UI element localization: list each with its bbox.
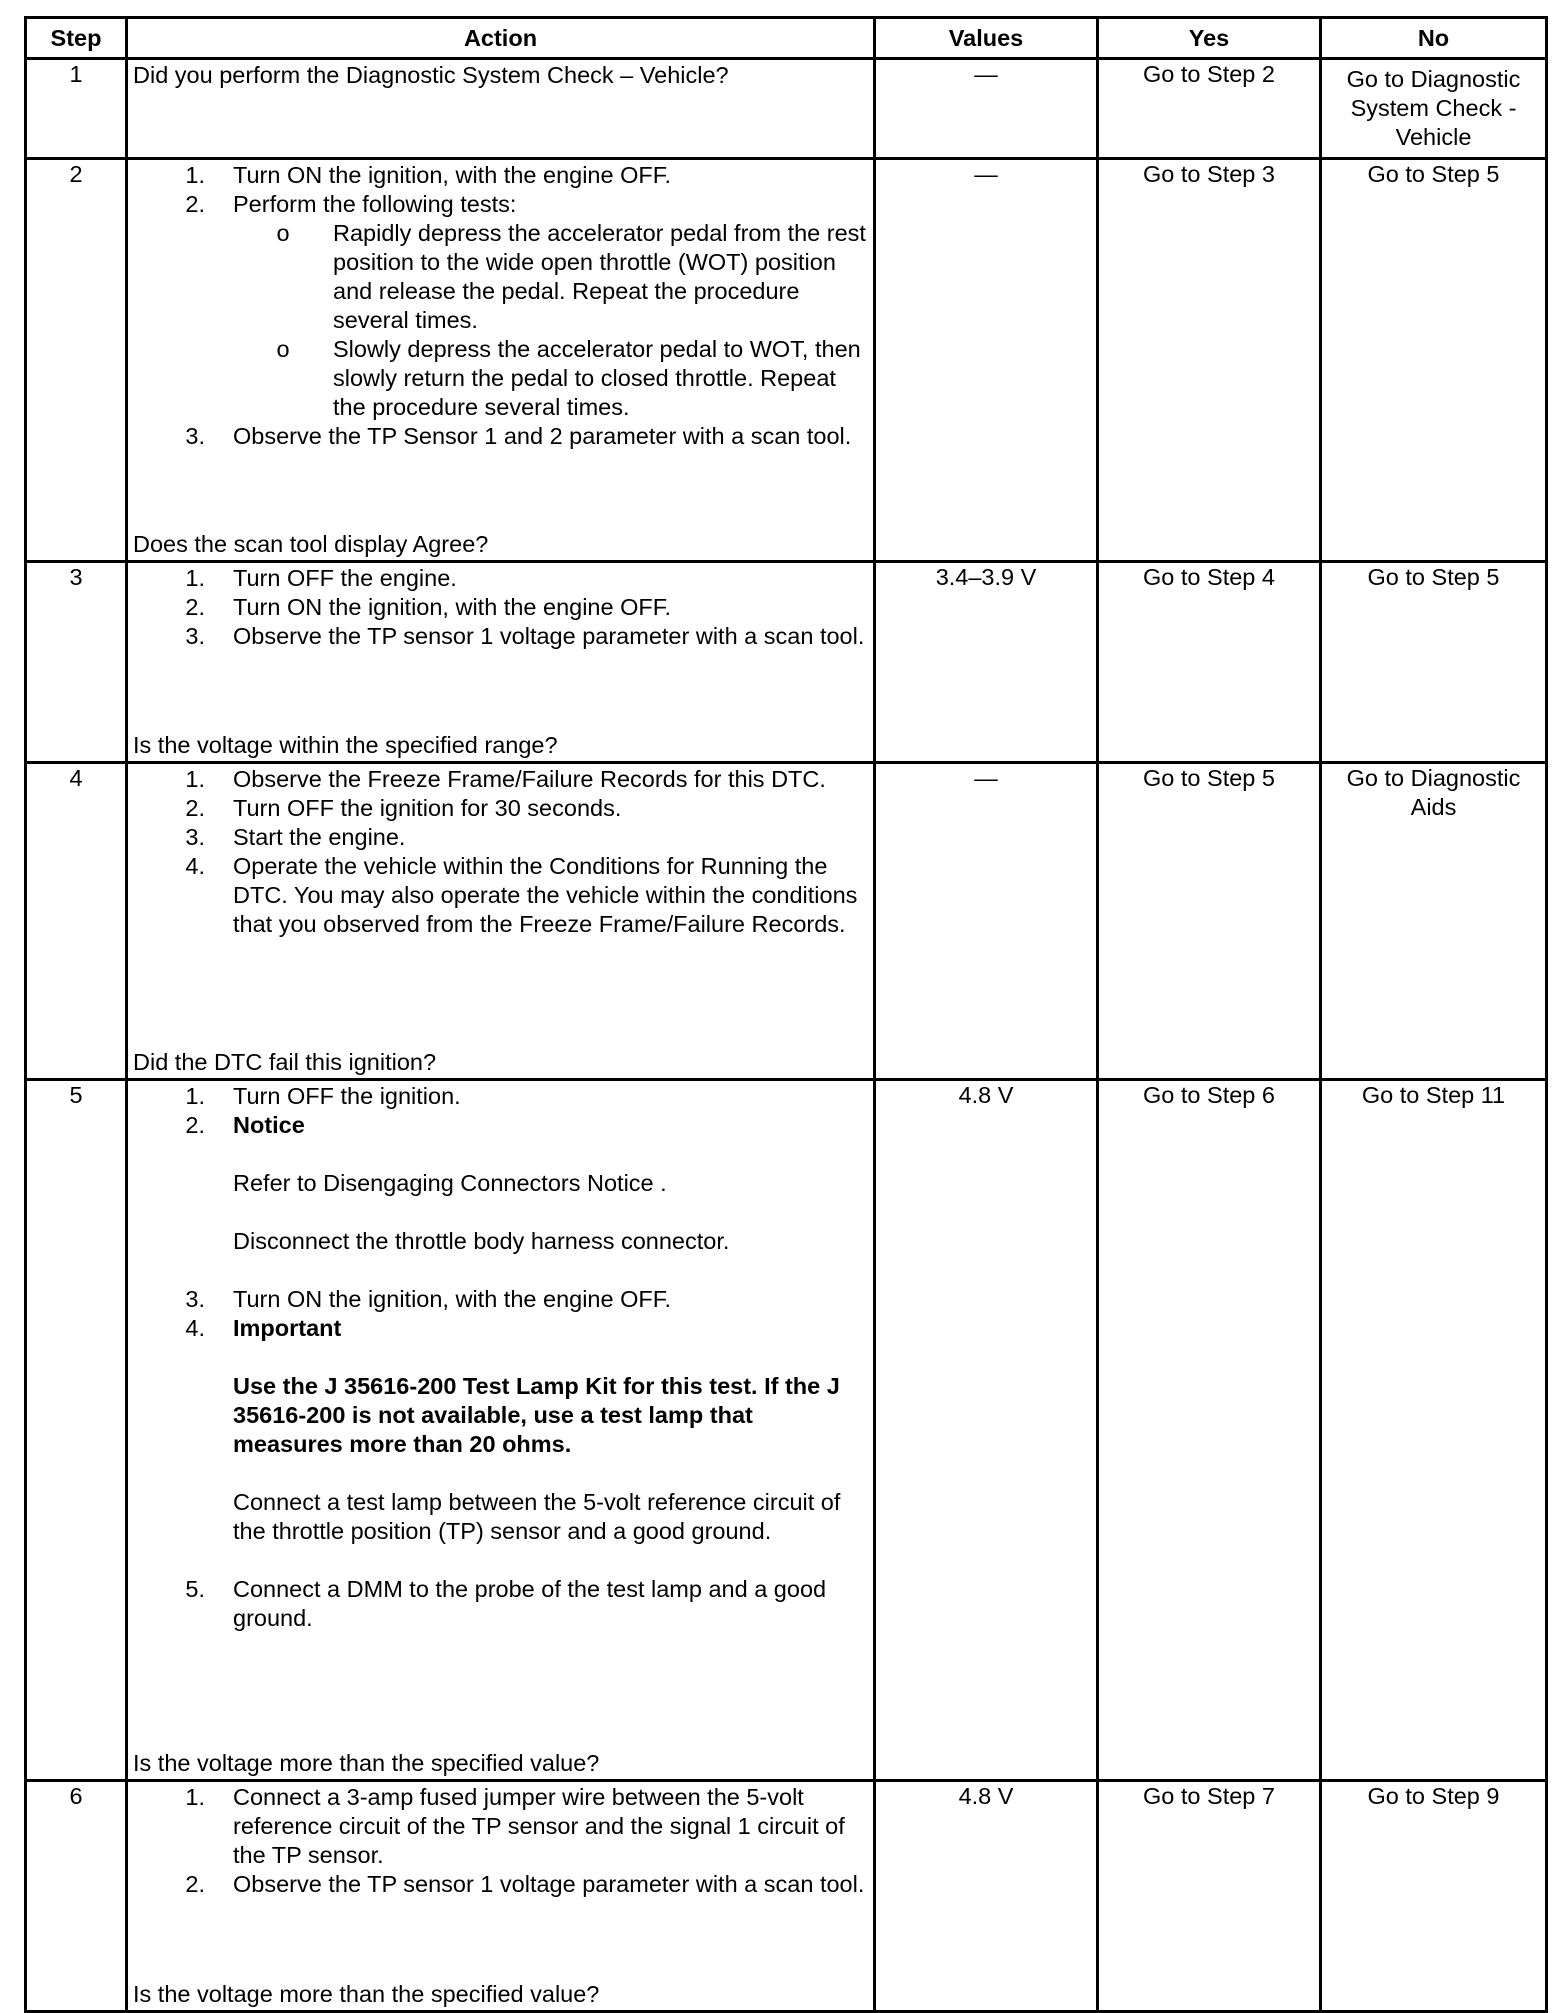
list-text: Turn OFF the engine. bbox=[233, 565, 457, 591]
list-number: 1. bbox=[185, 1784, 205, 1810]
list-text: Turn ON the ignition, with the engine OFF. bbox=[233, 1286, 672, 1312]
yes-cell: Go to Step 6 bbox=[1098, 1080, 1321, 1781]
diagnostic-table bbox=[24, 16, 1548, 2013]
list-text: Turn ON the ignition, with the engine OFF. bbox=[233, 162, 672, 188]
header-yes: Yes bbox=[1098, 18, 1321, 59]
sub-list-item bbox=[233, 219, 869, 335]
list-item bbox=[133, 1082, 869, 1111]
sub-list-text: Rapidly depress the accelerator pedal from the rest position to the wide open throttle (WOT) position and release the pedal. Repeat the procedure several times. bbox=[333, 220, 866, 333]
action-cell bbox=[127, 1781, 875, 2012]
yes-cell: Go to Step 4 bbox=[1098, 562, 1321, 763]
list-text: Operate the vehicle within the Conditions for Running the DTC. You may also operate the vehicle within the conditions that you observed from the Freeze Frame/Failure Records. bbox=[233, 853, 858, 937]
action-steps bbox=[133, 1783, 869, 1899]
list-text: Turn OFF the ignition. bbox=[233, 1083, 461, 1109]
step-number: 4 bbox=[26, 763, 127, 1080]
list-text: Observe the TP sensor 1 voltage parameter with a scan tool. bbox=[233, 1871, 865, 1897]
table-row bbox=[26, 59, 1547, 159]
value-cell: — bbox=[875, 159, 1098, 562]
action-question: Does the scan tool display Agree? bbox=[133, 531, 489, 557]
header-no: No bbox=[1321, 18, 1547, 59]
table-row bbox=[26, 1080, 1547, 1781]
action-question: Did the DTC fail this ignition? bbox=[133, 1049, 437, 1075]
list-text: Turn OFF the ignition for 30 seconds. bbox=[233, 795, 622, 821]
table-row bbox=[26, 763, 1547, 1080]
list-item bbox=[133, 823, 869, 852]
list-number: 3. bbox=[185, 423, 205, 449]
sub-list-text: Slowly depress the accelerator pedal to WOT, then slowly return the pedal to closed throttle. Repeat the procedure several times. bbox=[333, 336, 861, 420]
action-cell bbox=[127, 562, 875, 763]
list-item bbox=[133, 1575, 869, 1633]
list-item bbox=[133, 794, 869, 823]
list-item bbox=[133, 564, 869, 593]
action-question: Did you perform the Diagnostic System Check – Vehicle? bbox=[133, 62, 729, 88]
no-cell: Go to Diagnostic Aids bbox=[1321, 763, 1547, 1080]
yes-cell: Go to Step 3 bbox=[1098, 159, 1321, 562]
action-cell bbox=[127, 159, 875, 562]
action-question: Is the voltage more than the specified value? bbox=[133, 1750, 600, 1776]
sub-list-item bbox=[233, 335, 869, 422]
no-cell: Go to Step 5 bbox=[1321, 159, 1547, 562]
list-text: Observe the Freeze Frame/Failure Records for this DTC. bbox=[233, 766, 826, 792]
list-text: Turn ON the ignition, with the engine OFF. bbox=[233, 594, 672, 620]
list-number: 5. bbox=[185, 1576, 205, 1602]
table-row bbox=[26, 159, 1547, 562]
action-cell bbox=[127, 763, 875, 1080]
list-number: 2. bbox=[185, 594, 205, 620]
notice-text: Refer to Disengaging Connectors Notice . bbox=[233, 1170, 667, 1196]
list-number: 4. bbox=[185, 1315, 205, 1341]
list-number: 2. bbox=[185, 191, 205, 217]
list-number: 3. bbox=[185, 1286, 205, 1312]
list-item bbox=[133, 1783, 869, 1870]
list-item bbox=[133, 190, 869, 422]
list-number: 1. bbox=[185, 162, 205, 188]
action-cell bbox=[127, 59, 875, 159]
action-question: Is the voltage more than the specified value? bbox=[133, 1981, 600, 2007]
list-number: 1. bbox=[185, 766, 205, 792]
no-cell: Go to Step 5 bbox=[1321, 562, 1547, 763]
list-number: 3. bbox=[185, 824, 205, 850]
header-row bbox=[26, 18, 1547, 59]
step-number: 1 bbox=[26, 59, 127, 159]
notice-title: Notice bbox=[233, 1112, 305, 1138]
list-number: 2. bbox=[185, 1112, 205, 1138]
list-number: 4. bbox=[185, 853, 205, 879]
list-number: 3. bbox=[185, 623, 205, 649]
list-item bbox=[133, 422, 869, 451]
yes-cell: Go to Step 2 bbox=[1098, 59, 1321, 159]
important-text: Use the J 35616-200 Test Lamp Kit for this test. If the J 35616-200 is not available, use a test lamp that measures more than 20 ohms. bbox=[233, 1373, 840, 1457]
table-row bbox=[26, 1781, 1547, 2012]
list-number: 2. bbox=[185, 795, 205, 821]
list-number: 1. bbox=[185, 565, 205, 591]
header-values: Values bbox=[875, 18, 1098, 59]
table-row bbox=[26, 562, 1547, 763]
important-title: Important bbox=[233, 1315, 342, 1341]
action-question: Is the voltage within the specified range? bbox=[133, 732, 558, 758]
list-number: 2. bbox=[185, 1871, 205, 1897]
list-item bbox=[133, 1314, 869, 1575]
list-text: Connect a 3-amp fused jumper wire between the 5-volt reference circuit of the TP sensor and the signal 1 circuit of the TP sensor. bbox=[233, 1784, 845, 1868]
action-cell bbox=[127, 1080, 875, 1781]
list-item bbox=[133, 1111, 869, 1285]
value-cell: — bbox=[875, 763, 1098, 1080]
step-number: 5 bbox=[26, 1080, 127, 1781]
list-item bbox=[133, 852, 869, 939]
value-cell: — bbox=[875, 59, 1098, 159]
list-item bbox=[133, 1870, 869, 1899]
list-text: Observe the TP sensor 1 voltage parameter with a scan tool. bbox=[233, 623, 865, 649]
action-steps bbox=[133, 564, 869, 651]
action-steps bbox=[133, 765, 869, 939]
list-text: Connect a test lamp between the 5-volt reference circuit of the throttle position (TP) sensor and a good ground. bbox=[233, 1489, 841, 1544]
sub-list bbox=[233, 219, 869, 422]
list-text: Connect a DMM to the probe of the test lamp and a good ground. bbox=[233, 1576, 827, 1631]
list-number: 1. bbox=[185, 1083, 205, 1109]
list-text: Observe the TP Sensor 1 and 2 parameter with a scan tool. bbox=[233, 423, 852, 449]
step-number: 3 bbox=[26, 562, 127, 763]
step-number: 6 bbox=[26, 1781, 127, 2012]
list-item bbox=[133, 161, 869, 190]
no-cell: Go to Step 11 bbox=[1321, 1080, 1547, 1781]
list-text: Perform the following tests: bbox=[233, 191, 517, 217]
action-steps bbox=[133, 1082, 869, 1633]
list-item bbox=[133, 593, 869, 622]
list-item bbox=[133, 622, 869, 651]
list-item bbox=[133, 1285, 869, 1314]
bullet-icon: o bbox=[276, 220, 290, 246]
step-number: 2 bbox=[26, 159, 127, 562]
value-cell: 4.8 V bbox=[875, 1080, 1098, 1781]
value-cell: 3.4–3.9 V bbox=[875, 562, 1098, 763]
no-cell: Go to Step 9 bbox=[1321, 1781, 1547, 2012]
value-cell: 4.8 V bbox=[875, 1781, 1098, 2012]
header-step: Step bbox=[26, 18, 127, 59]
yes-cell: Go to Step 5 bbox=[1098, 763, 1321, 1080]
list-text: Disconnect the throttle body harness connector. bbox=[233, 1228, 730, 1254]
no-cell: Go to Diagnostic System Check - Vehicle bbox=[1321, 59, 1547, 159]
list-item bbox=[133, 765, 869, 794]
header-action: Action bbox=[127, 18, 875, 59]
yes-cell: Go to Step 7 bbox=[1098, 1781, 1321, 2012]
action-steps bbox=[133, 161, 869, 451]
list-text: Start the engine. bbox=[233, 824, 406, 850]
bullet-icon: o bbox=[276, 336, 290, 362]
